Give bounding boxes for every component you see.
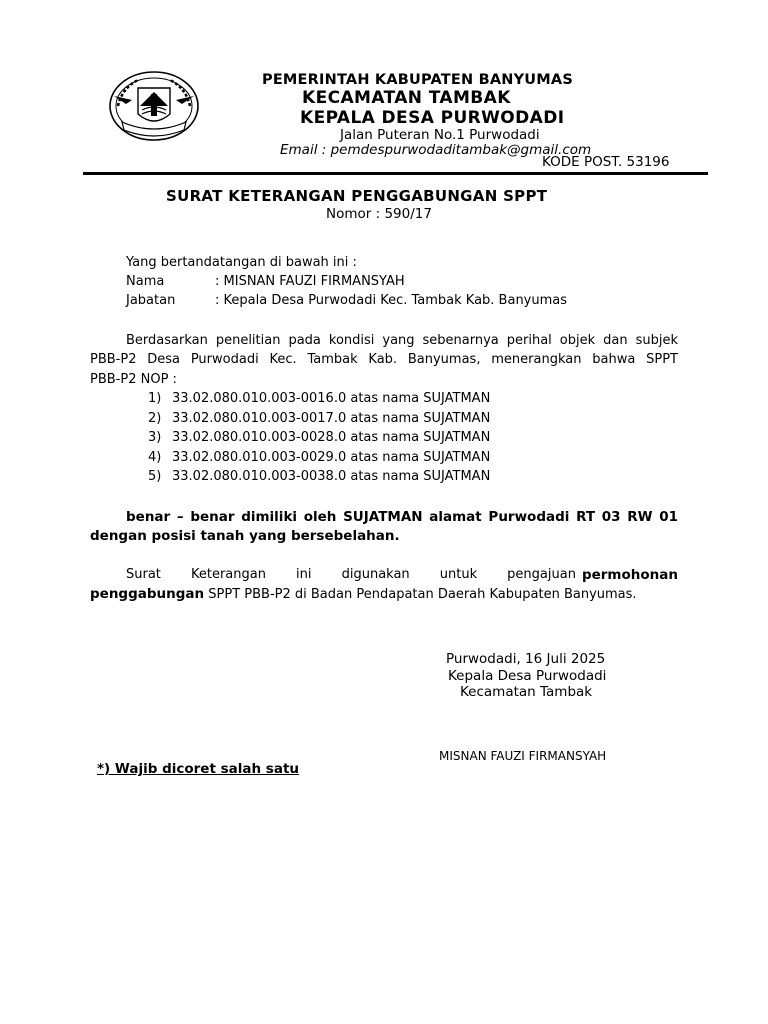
purpose-emphasis: permohonan [581,567,678,583]
body-line-1: Berdasarkan penelitian pada kondisi yang sebenarnya perihal objek dan subjek [126,333,678,348]
statement-line-2: dengan posisi tanah yang bersebelahan. [90,528,400,544]
list-item-text: 33.02.080.010.003-0016.0 atas nama SUJATMAN [172,391,491,406]
list-item-number: 1) [148,391,162,406]
field-name-value: : MISNAN FAUZI FIRMANSYAH [215,274,405,289]
letter-title: SURAT KETERANGAN PENGGABUNGAN SPPT [166,187,548,205]
list-item-number: 5) [148,469,162,484]
purpose-line-1 [126,567,678,583]
list-item [148,450,490,465]
header-government-line: PEMERINTAH KABUPATEN BANYUMAS [262,72,573,88]
signature-position: Kepala Desa Purwodadi [448,668,607,684]
list-item [148,411,490,426]
header-postcode: KODE POST. 53196 [542,154,670,170]
list-item-text: 33.02.080.010.003-0028.0 atas nama SUJATMAN [172,430,491,445]
list-item-number: 4) [148,450,162,465]
statement-line-1: benar – benar dimiliki oleh SUJATMAN alamat Purwodadi RT 03 RW 01 [126,509,678,525]
intro-text: Yang bertandatangan di bawah ini : [126,255,357,270]
signature-place-date: Purwodadi, 16 Juli 2025 [446,651,606,667]
header-address: Jalan Puteran No.1 Purwodadi [340,127,540,143]
purpose-emphasis-2: penggabungan [90,586,205,602]
purpose-text: Surat Keterangan ini digunakan untuk pengajuan [126,567,576,582]
signature-district: Kecamatan Tambak [460,684,593,700]
field-position-value: : Kepala Desa Purwodadi Kec. Tambak Kab. Banyumas [215,293,568,308]
list-item-text: 33.02.080.010.003-0017.0 atas nama SUJATMAN [172,411,491,426]
list-item [148,430,490,445]
list-item-text: 33.02.080.010.003-0029.0 atas nama SUJATMAN [172,450,491,465]
letter-number: Nomor : 590/17 [326,206,432,222]
list-item-text: 33.02.080.010.003-0038.0 atas nama SUJATMAN [172,469,491,484]
header-district-line: KECAMATAN TAMBAK [302,88,511,108]
signature-name: MISNAN FAUZI FIRMANSYAH [439,749,607,763]
body-line-2: PBB-P2 Desa Purwodadi Kec. Tambak Kab. Banyumas, menerangkan bahwa SPPT [90,352,678,367]
header-email: Email : pemdespurwodaditambak@gmail.com [280,142,592,158]
list-item-number: 3) [148,430,162,445]
purpose-text-2: SPPT PBB-P2 di Badan Pendapatan Daerah Kabupaten Banyumas. [204,587,637,602]
field-position-label: Jabatan [126,293,176,308]
field-name-label: Nama [126,274,165,289]
body-line-3: PBB-P2 NOP : [90,372,177,387]
list-item [148,469,490,484]
footnote: *) Wajib dicoret salah satu [97,761,300,777]
list-item [148,391,490,406]
header-village-head-line: KEPALA DESA PURWODADI [300,108,565,128]
banyumas-emblem-logo [108,70,200,142]
list-item-number: 2) [148,411,162,426]
header-divider [83,172,708,175]
purpose-line-2 [90,586,637,602]
